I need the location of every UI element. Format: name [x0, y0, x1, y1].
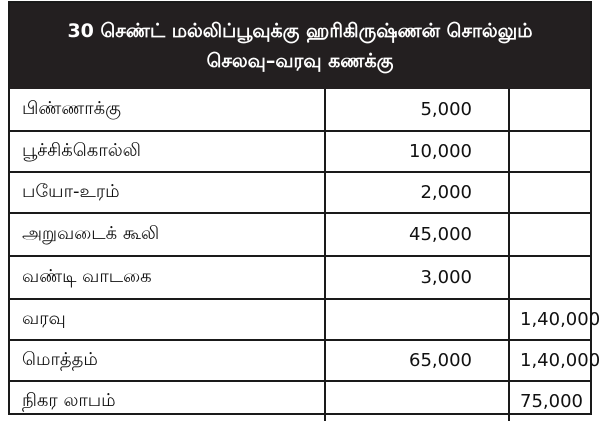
table-row	[10, 381, 590, 421]
expense-cell	[325, 381, 509, 421]
item-cell: பிண்ணாக்கு	[22, 98, 122, 119]
income-cell: 1,40,000	[509, 340, 590, 381]
income-cell	[509, 172, 590, 213]
income-cell: 1,40,000	[509, 299, 590, 340]
table-row	[10, 299, 590, 340]
table-row	[10, 89, 590, 131]
item-cell: அறுவடைக் கூலி	[10, 213, 325, 256]
expense-cell: 2,000	[325, 172, 509, 213]
item-cell: வண்டி வாடகை	[10, 256, 325, 299]
item-cell: பயோ-உரம்	[10, 172, 325, 213]
income-cell	[509, 89, 590, 131]
income-cell: 75,000	[509, 381, 590, 421]
expense-cell: 65,000	[325, 340, 509, 381]
table-row	[10, 172, 590, 213]
income-cell	[509, 131, 590, 172]
table-row	[10, 340, 590, 381]
expense-cell: 10,000	[325, 131, 509, 172]
expense-income-table	[10, 89, 600, 421]
income-cell	[509, 213, 590, 256]
account-table-card	[8, 1, 600, 415]
table-header	[10, 3, 590, 89]
expense-cell	[325, 299, 509, 340]
header-title-line-1: 30 செண்ட் மல்லிப்பூவுக்கு ஹரிகிருஷ்ணன் சொல்லும்	[67, 20, 533, 42]
expense-cell: 45,000	[325, 213, 509, 256]
income-cell	[509, 256, 590, 299]
item-cell: மொத்தம்	[10, 340, 325, 381]
table-row	[10, 131, 590, 172]
table-row	[10, 256, 590, 299]
item-cell: பூச்சிக்கொல்லி	[10, 131, 325, 172]
table-row	[10, 213, 590, 256]
item-cell: வரவு	[10, 299, 325, 340]
expense-cell: 5,000	[325, 89, 509, 131]
header-title-line-2: செலவு–வரவு கணக்கு	[206, 50, 394, 72]
item-cell: நிகர லாபம்	[10, 381, 325, 421]
expense-cell: 3,000	[325, 256, 509, 299]
